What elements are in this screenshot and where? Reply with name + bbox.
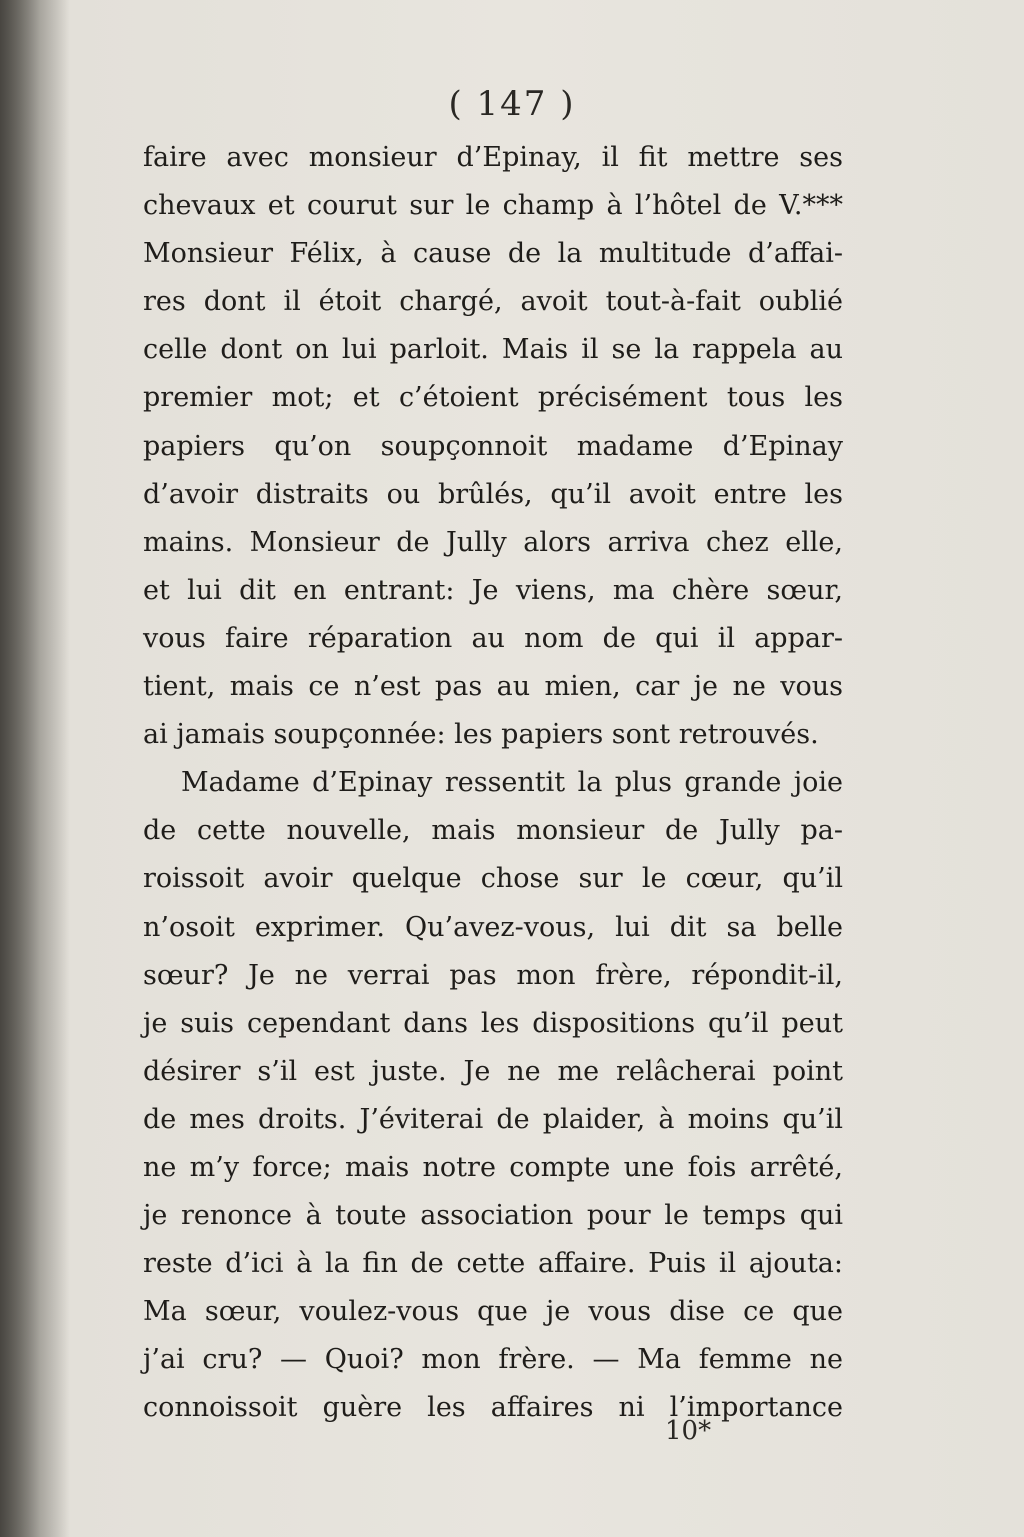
page-number: ( 147 ) — [448, 84, 576, 124]
text-line: désirer s’il est juste. Je ne me relâcherai point — [143, 1055, 843, 1087]
text-line: papiers qu’on soupçonnoit madame d’Epinay — [143, 430, 843, 462]
body-text — [143, 134, 843, 1433]
printer-signature-mark: 10* — [665, 1416, 712, 1446]
text-line: roissoit avoir quelque chose sur le cœur, qu’il — [143, 863, 843, 895]
text-line: vous faire réparation au nom de qui il appar- — [143, 622, 843, 654]
text-line: Monsieur Félix, à cause de la multitude d’affai- — [143, 238, 843, 270]
text-line: faire avec monsieur d’Epinay, il fit mettre ses — [143, 142, 843, 173]
text-line: celle dont on lui parloit. Mais il se la rappela au — [143, 334, 843, 366]
text-line: Ma sœur, voulez-vous que je vous dise ce que — [143, 1296, 843, 1328]
text-line: reste d’ici à la fin de cette affaire. Puis il ajouta: — [143, 1248, 843, 1280]
text-line: je suis cependant dans les dispositions qu’il peut — [143, 1007, 843, 1039]
text-line: res dont il étoit chargé, avoit tout-à-fait oublié — [143, 286, 843, 318]
text-line: n’osoit exprimer. Qu’avez-vous, lui dit sa belle — [143, 911, 843, 943]
text-line: premier mot; et c’étoient précisément tous les — [143, 382, 843, 414]
gutter-shadow — [0, 0, 70, 1537]
text-line: de mes droits. J’éviterai de plaider, à moins qu’il — [143, 1103, 843, 1135]
text-line: de cette nouvelle, mais monsieur de Jully pa- — [143, 815, 843, 847]
text-line: d’avoir distraits ou brûlés, qu’il avoit entre les — [143, 478, 843, 510]
text-line: Madame d’Epinay ressentit la plus grande joie — [181, 767, 843, 799]
text-line: sœur? Je ne verrai pas mon frère, répondit-il, — [143, 959, 843, 991]
text-line: je renonce à toute association pour le temps qui — [143, 1200, 843, 1232]
text-line: tient, mais ce n’est pas au mien, car je ne vous — [143, 671, 843, 703]
text-line: et lui dit en entrant: Je viens, ma chère sœur, — [143, 574, 843, 606]
text-line: mains. Monsieur de Jully alors arriva chez elle, — [143, 526, 843, 558]
text-line: connoissoit guère les affaires ni l’importance — [143, 1392, 843, 1424]
text-line: ai jamais soupçonnée: les papiers sont retrouvés. — [143, 719, 819, 751]
text-line: ne m’y force; mais notre compte une fois arrêté, — [143, 1151, 843, 1183]
text-line: chevaux et courut sur le champ à l’hôtel de V.*** — [143, 190, 843, 222]
text-line: j’ai cru? — Quoi? mon frère. — Ma femme ne — [143, 1344, 843, 1376]
